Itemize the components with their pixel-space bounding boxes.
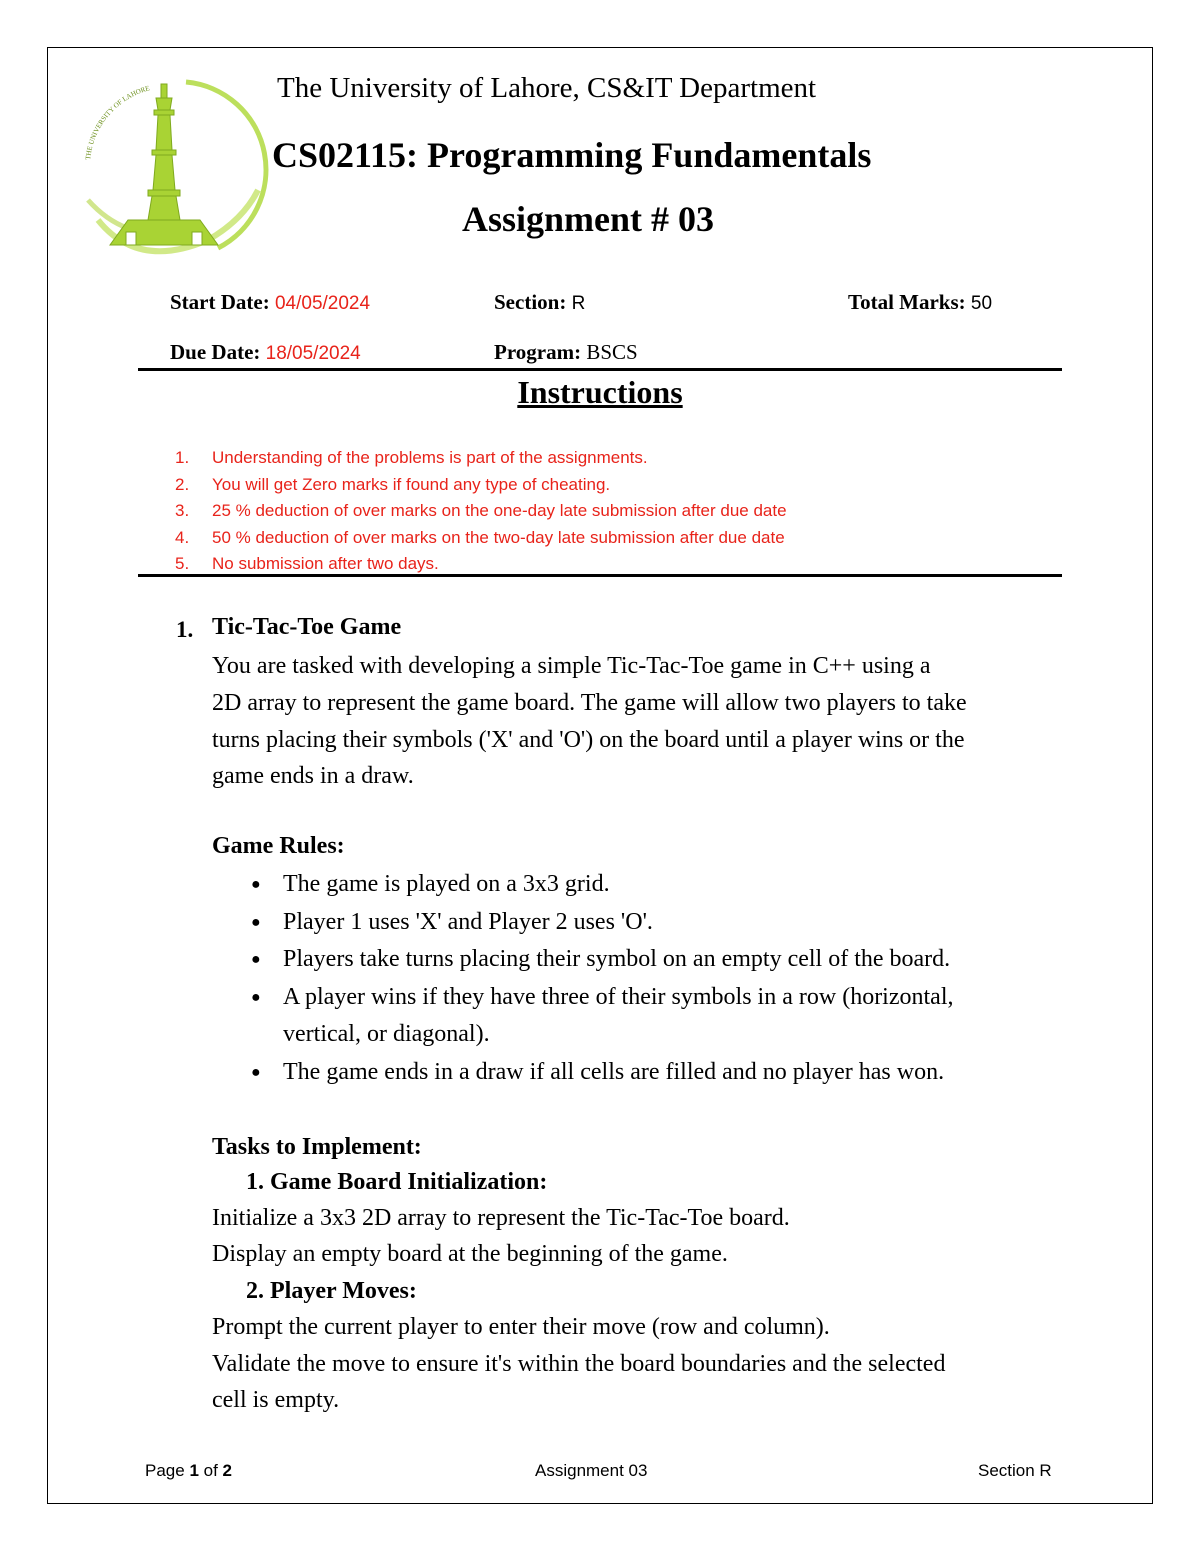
task2-line: Validate the move to ensure it's within the board boundaries and the selected [212, 1351, 946, 1377]
task1-title: 1. Game Board Initialization: [246, 1169, 548, 1195]
question-intro: You are tasked with developing a simple Tic-Tac-Toe game in C++ using a 2D array to represent the game board. The game will allow two players to take turns placing their symbols ('X' and 'O') on the board until a player wins or the game ends in a draw. [212, 653, 967, 790]
footer-right: Section R [978, 1461, 1052, 1480]
tasks-heading: Tasks to Implement: [212, 1134, 422, 1160]
list-item: 1. Understanding of the problems is part of the assignments. [175, 448, 648, 467]
question-title: Tic-Tac-Toe Game [212, 614, 402, 640]
list-item: ● Player 1 uses 'X' and Player 2 uses 'O'. [246, 904, 954, 942]
question-number: 1. [176, 617, 194, 642]
list-item: 4. 50 % deduction of over marks on the two-day late submission after due date [175, 527, 785, 547]
university-logo [68, 70, 278, 270]
task2-line: Prompt the current player to enter their move (row and column). [212, 1314, 830, 1340]
list-item: ● A player wins if they have three of their symbols in a row (horizontal, vertical, or diagonal). [246, 979, 954, 1054]
task1-line: Display an empty board at the beginning of the game. [212, 1241, 728, 1267]
bullet-icon: ● [251, 1063, 261, 1081]
section: Section: R [494, 290, 586, 314]
task2-title: 2. Player Moves: [246, 1278, 417, 1304]
rules-heading: Game Rules: [212, 833, 345, 859]
task2-line: cell is empty. [212, 1387, 340, 1413]
svg-text:THE UNIVERSITY OF LAHORE [84, 84, 151, 160]
list-item: ● Players take turns placing their symbol on an empty cell of the board. [246, 941, 954, 979]
list-item: 2. You will get Zero marks if found any type of cheating. [175, 474, 611, 494]
due-date: Due Date: 18/05/2024 [170, 340, 361, 364]
instructions-rule [138, 574, 1062, 577]
start-date: Start Date: 04/05/2024 [170, 290, 371, 314]
footer-page-number: Page 1 of 2 [145, 1461, 232, 1480]
task1-line: Initialize a 3x3 2D array to represent the Tic-Tac-Toe board. [212, 1205, 790, 1231]
list-item: ● The game is played on a 3x3 grid. [246, 866, 954, 904]
logo-text: THE UNIVERSITY OF LAHORE [84, 84, 151, 161]
program: Program: BSCS [494, 340, 638, 364]
bullet-icon: ● [251, 876, 261, 893]
total-marks: Total Marks: 50 [848, 290, 993, 314]
university-name: The University of Lahore, CS&IT Department [277, 72, 817, 104]
bullet-icon: ● [251, 951, 261, 968]
bullet-icon: ● [251, 913, 261, 931]
assignment-title: Assignment # 03 [462, 199, 715, 239]
instructions-list [175, 448, 787, 581]
header-rule [138, 368, 1062, 371]
list-item: 3. 25 % deduction of over marks on the one-day late submission after due date [175, 501, 787, 520]
course-title: CS02115: Programming Fundamentals [272, 135, 872, 175]
list-item: ● The game ends in a draw if all cells are filled and no player has won. [246, 1054, 954, 1092]
bullet-icon: ● [251, 988, 261, 1006]
footer-center: Assignment 03 [535, 1461, 648, 1480]
instructions-title: Instructions [517, 374, 683, 410]
list-item: 5. No submission after two days. [175, 554, 439, 573]
rules-list [246, 866, 954, 1091]
